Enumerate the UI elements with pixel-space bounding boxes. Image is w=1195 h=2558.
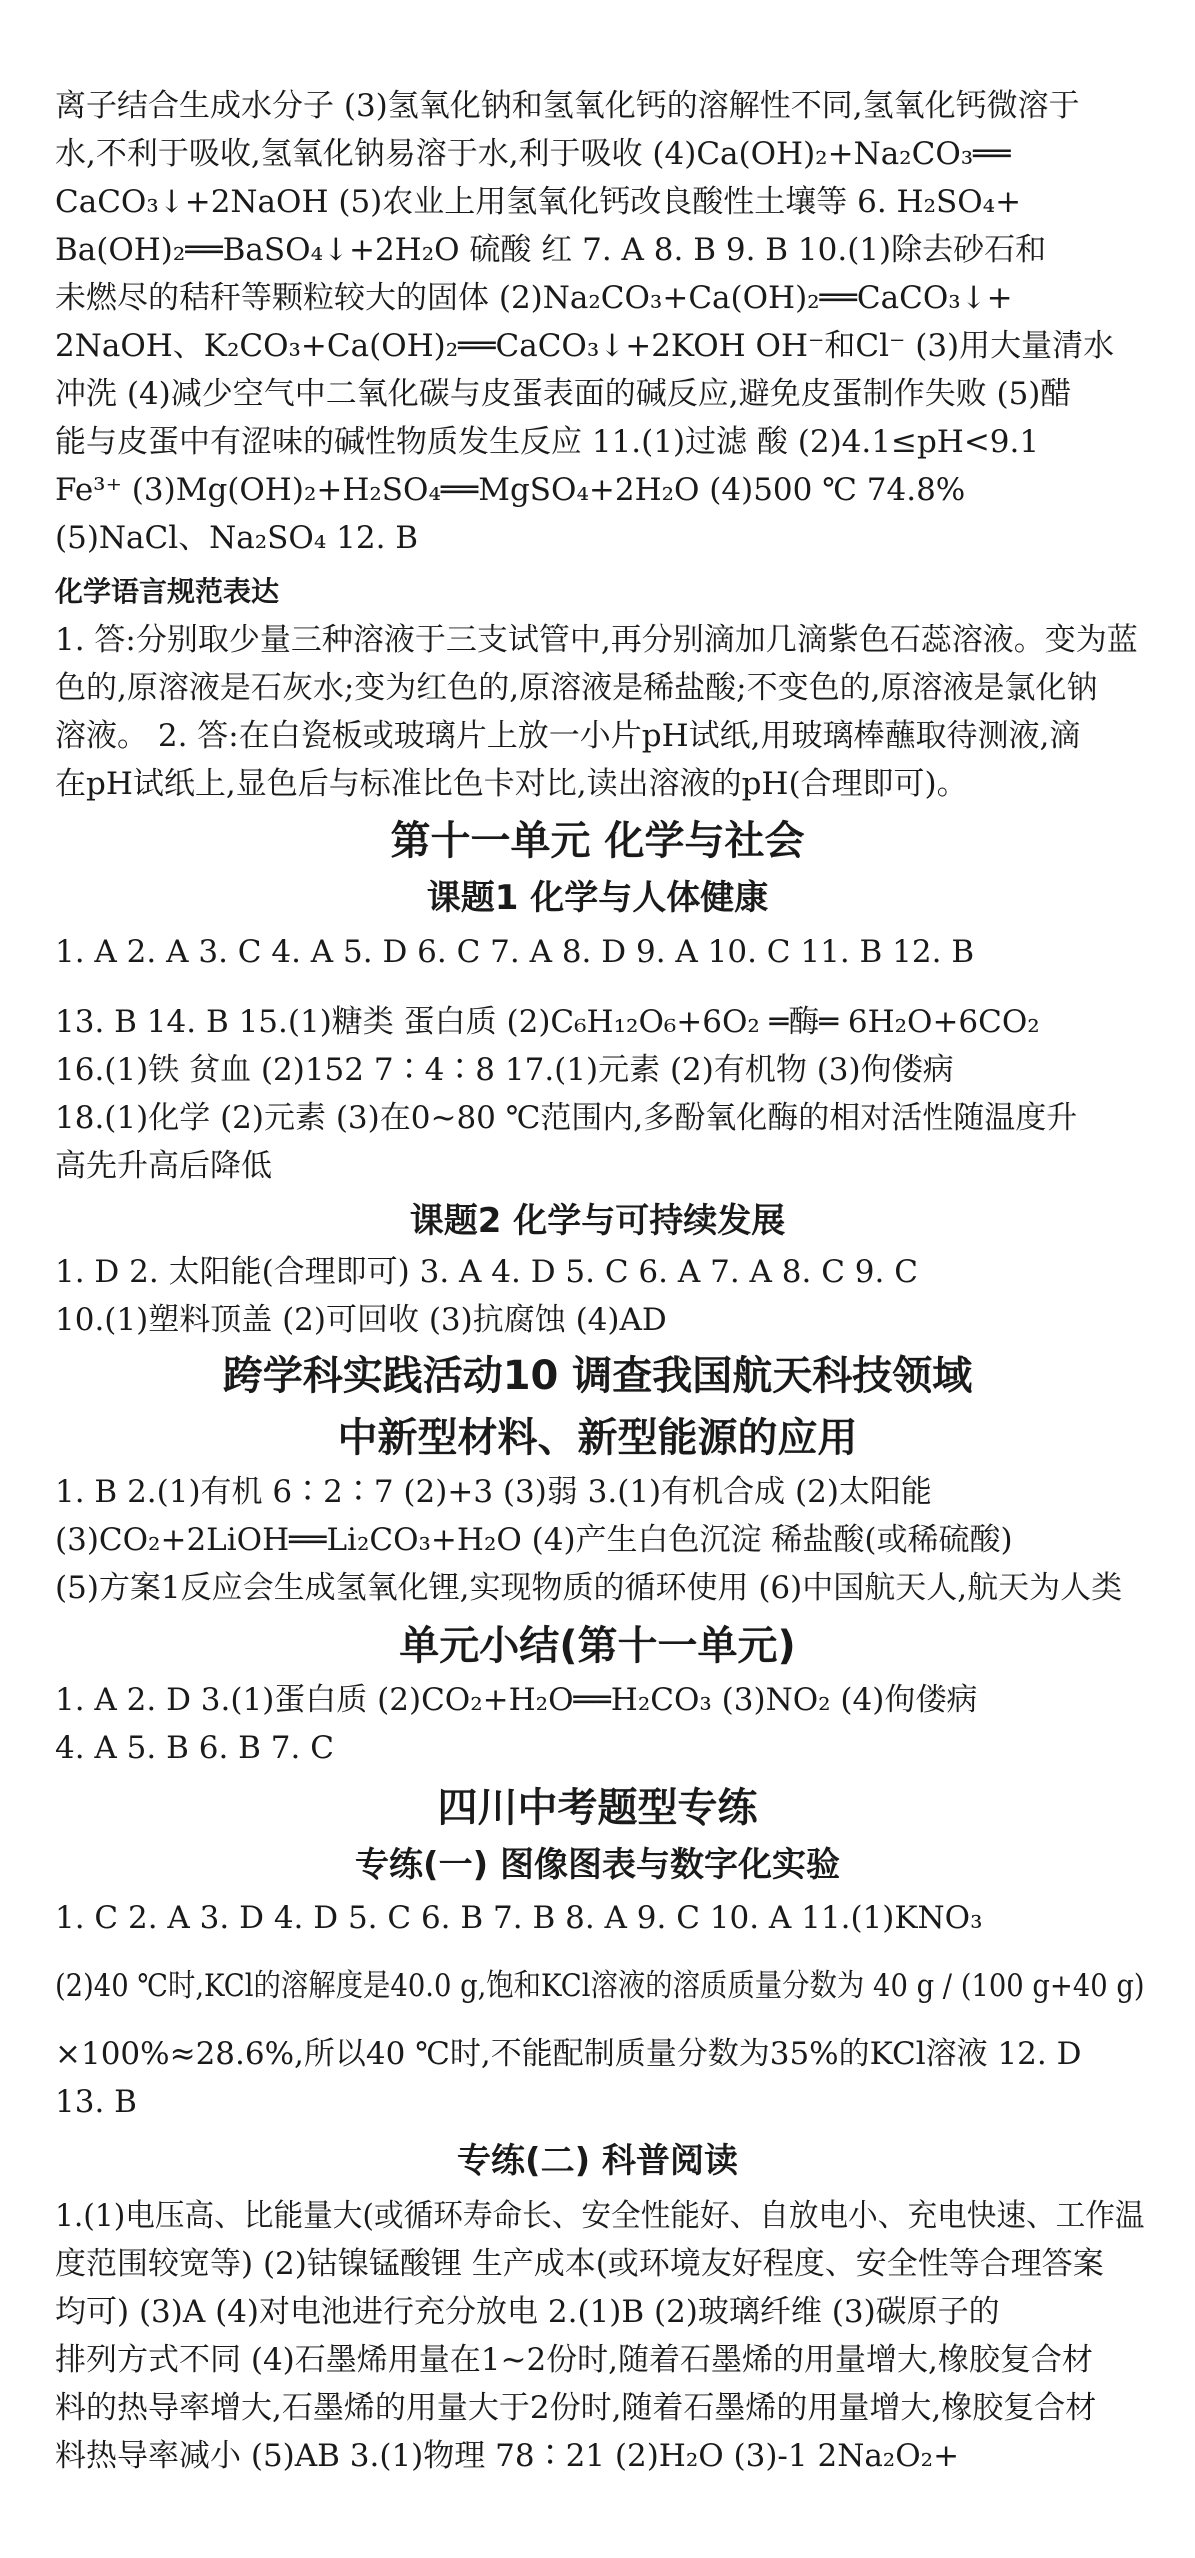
answer-line: (3)CO₂+2LiOH══Li₂CO₃+H₂O (4)产生白色沉淀 稀盐酸(或稀硫酸) xyxy=(55,1522,1013,1558)
answer-line: 料的热导率增大,石墨烯的用量大于2份时,随着石墨烯的用量增大,橡胶复合材 xyxy=(55,2390,1097,2426)
answer-line: 1. C 2. A 3. D 4. D 5. C 6. B 7. B 8. A 9. C 10. A 11.(1)KNO₃ xyxy=(55,1900,983,1936)
answer-line: 料热导率减小 (5)AB 3.(1)物理 78∶21 (2)H₂O (3)-1 2Na₂O₂+ xyxy=(55,2438,960,2474)
activity-title: 跨学科实践活动10 调查我国航天科技领域 xyxy=(222,1353,973,1399)
answer-line: 16.(1)铁 贫血 (2)152 7∶4∶8 17.(1)元素 (2)有机物 (3)佝偻病 xyxy=(55,1052,954,1088)
topic-title: 课题2 化学与可持续发展 xyxy=(409,1201,786,1241)
answer-line: 1. D 2. 太阳能(合理即可) 3. A 4. D 5. C 6. A 7. A 8. C 9. C xyxy=(55,1254,918,1290)
unit-title: 第十一单元 化学与社会 xyxy=(390,818,805,864)
answer-line: CaCO₃↓+2NaOH (5)农业上用氢氧化钙改良酸性土壤等 6. H₂SO₄+ xyxy=(55,184,1022,220)
answer-line: 高先升高后降低 xyxy=(55,1148,272,1184)
answer-line: (5)NaCl、Na₂SO₄ 12. B xyxy=(55,520,419,556)
answer-line: Ba(OH)₂══BaSO₄↓+2H₂O 硫酸 红 7. A 8. B 9. B 10.(1)除去砂石和 xyxy=(55,232,1047,268)
answer-line: 1.(1)电压高、比能量大(或循环寿命长、安全性能好、自放电小、充电快速、工作温 xyxy=(55,2198,1145,2234)
answer-line: ×100%≈28.6%,所以40 ℃时,不能配制质量分数为35%的KCl溶液 12. D xyxy=(55,2036,1082,2072)
answer-line: 10.(1)塑料顶盖 (2)可回收 (3)抗腐蚀 (4)AD xyxy=(55,1302,667,1338)
answer-line: 在pH试纸上,显色后与标准比色卡对比,读出溶液的pH(合理即可)。 xyxy=(55,766,968,802)
answer-line: Fe³⁺ (3)Mg(OH)₂+H₂SO₄══MgSO₄+2H₂O (4)500 ℃ 74.8% xyxy=(55,472,966,508)
answer-line: 溶液。 2. 答:在白瓷板或玻璃片上放一小片pH试纸,用玻璃棒蘸取待测液,滴 xyxy=(55,718,1081,754)
answer-line: 未燃尽的秸秆等颗粒较大的固体 (2)Na₂CO₃+Ca(OH)₂══CaCO₃↓+ xyxy=(55,280,1013,316)
practice-title: 专练(一) 图像图表与数字化实验 xyxy=(355,1845,840,1885)
answer-line: 1. A 2. D 3.(1)蛋白质 (2)CO₂+H₂O══H₂CO₃ (3)NO₂ (4)佝偻病 xyxy=(55,1682,978,1718)
answer-line: 1. 答:分别取少量三种溶液于三支试管中,再分别滴加几滴紫色石蕊溶液。变为蓝 xyxy=(55,622,1138,658)
answer-line: 均可) (3)A (4)对电池进行充分放电 2.(1)B (2)玻璃纤维 (3)碳原子的 xyxy=(55,2294,1000,2330)
answer-line: 色的,原溶液是石灰水;变为红色的,原溶液是稀盐酸;不变色的,原溶液是氯化钠 xyxy=(55,670,1098,706)
answer-line: 冲洗 (4)减少空气中二氧化碳与皮蛋表面的碱反应,避免皮蛋制作失败 (5)醋 xyxy=(55,376,1072,412)
answer-line: 4. A 5. B 6. B 7. C xyxy=(55,1730,334,1766)
answer-line: 离子结合生成水分子 (3)氢氧化钠和氢氧化钙的溶解性不同,氢氧化钙微溶于 xyxy=(55,88,1080,124)
answer-line: 度范围较宽等) (2)钴镍锰酸锂 生产成本(或环境友好程度、安全性等合理答案 xyxy=(55,2246,1104,2282)
summary-title: 单元小结(第十一单元) xyxy=(399,1623,796,1669)
answer-line: 13. B xyxy=(55,2084,137,2120)
answer-line: (2)40 ℃时,KCl的溶解度是40.0 g,饱和KCl溶液的溶质质量分数为 40 g / (100 g+40 g) xyxy=(55,1968,1145,2004)
answer-line: 1. A 2. A 3. C 4. A 5. D 6. C 7. A 8. D 9. A 10. C 11. B 12. B xyxy=(55,934,975,970)
chapter-title: 四川中考题型专练 xyxy=(437,1785,758,1831)
answer-line: 水,不利于吸收,氢氧化钠易溶于水,利于吸收 (4)Ca(OH)₂+Na₂CO₃══ xyxy=(55,136,1011,172)
answer-line: 13. B 14. B 15.(1)糖类 蛋白质 (2)C₆H₁₂O₆+6O₂ ═酶═ 6H₂O+6CO₂ xyxy=(55,1004,1040,1040)
topic-title: 课题1 化学与人体健康 xyxy=(426,878,769,918)
answer-line: (5)方案1反应会生成氢氧化锂,实现物质的循环使用 (6)中国航天人,航天为人类 xyxy=(55,1570,1123,1606)
activity-title: 中新型材料、新型能源的应用 xyxy=(337,1415,858,1461)
answer-line: 排列方式不同 (4)石墨烯用量在1~2份时,随着石墨烯的用量增大,橡胶复合材 xyxy=(55,2342,1093,2378)
section-title: 化学语言规范表达 xyxy=(55,575,280,608)
answer-line: 1. B 2.(1)有机 6∶2∶7 (2)+3 (3)弱 3.(1)有机合成 (2)太阳能 xyxy=(55,1474,932,1510)
answer-line: 2NaOH、K₂CO₃+Ca(OH)₂══CaCO₃↓+2KOH OH⁻和Cl⁻ (3)用大量清水 xyxy=(55,328,1115,364)
practice-title: 专练(二) 科普阅读 xyxy=(457,2141,738,2181)
answer-line: 18.(1)化学 (2)元素 (3)在0~80 ℃范围内,多酚氧化酶的相对活性随温度升 xyxy=(55,1100,1078,1136)
answer-line: 能与皮蛋中有涩味的碱性物质发生反应 11.(1)过滤 酸 (2)4.1≤pH<9.1 xyxy=(55,424,1040,460)
